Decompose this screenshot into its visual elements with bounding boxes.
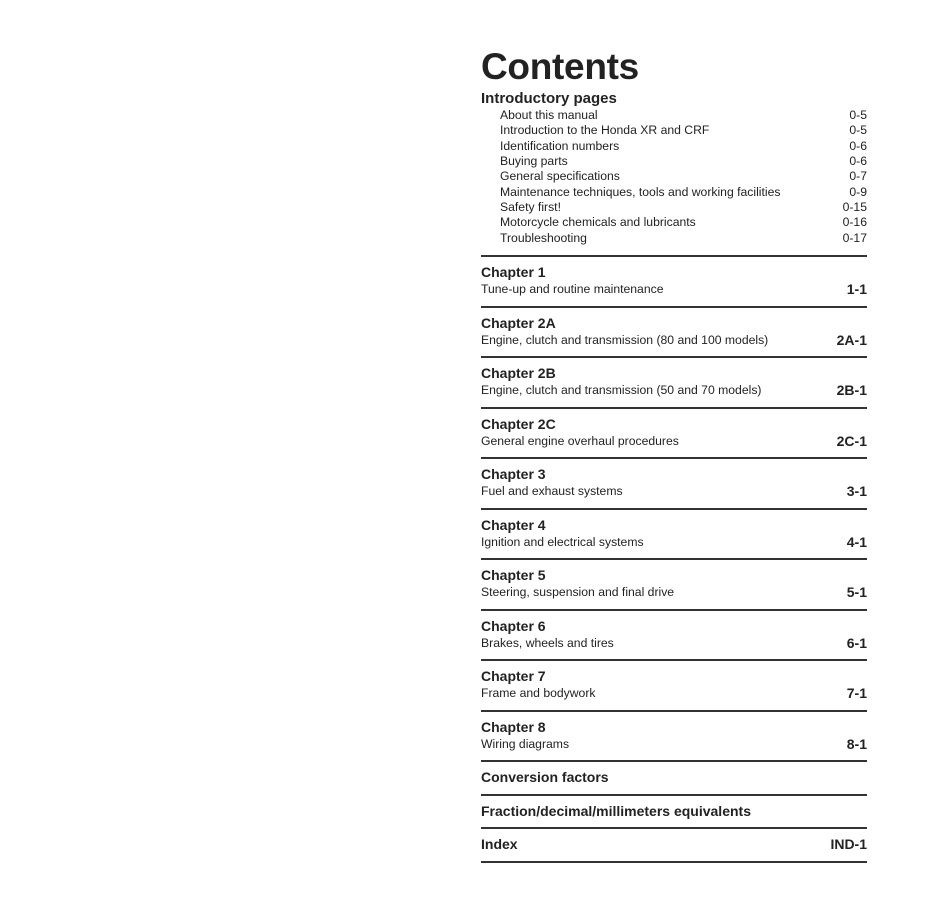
intro-entry[interactable] [481,154,867,169]
chapter-entry[interactable] [481,257,867,308]
intro-entry-page: 0-9 [849,184,867,199]
chapter-entry[interactable] [481,661,867,712]
intro-entry-page: 0-5 [849,123,867,138]
chapter-page: 1-1 [846,281,867,298]
chapter-entry[interactable] [481,560,867,611]
chapter-title: Chapter 7 [481,668,546,685]
chapter-entry[interactable] [481,510,867,561]
intro-entry-page: 0-16 [842,215,867,230]
introductory-heading: Introductory pages [481,90,617,107]
chapter-page: 7-1 [846,685,867,702]
intro-entry-page: 0-6 [849,154,867,169]
intro-entry[interactable] [481,169,867,184]
intro-entry-page: 0-5 [849,108,867,122]
table-of-contents [481,44,867,863]
intro-entry[interactable] [481,215,867,230]
fraction-equivalents-entry[interactable] [481,796,867,830]
intro-entry[interactable] [481,231,867,246]
intro-entry[interactable] [481,123,867,138]
chapter-description: Steering, suspension and final drive [481,585,675,600]
chapter-description: Ignition and electrical systems [481,534,644,549]
chapter-title: Chapter 2B [481,365,556,382]
chapter-page: 4-1 [846,533,867,550]
introductory-list [481,108,867,246]
chapter-page: 3-1 [846,483,867,500]
index-entry[interactable] [481,829,867,863]
chapter-entry[interactable] [481,712,867,763]
intro-entry-page: 0-15 [842,200,867,215]
intro-entry-page: 0-7 [849,169,867,184]
appendix-title: Index [481,836,518,853]
intro-entry-label: General specifications [500,169,620,184]
chapter-description: Wiring diagrams [481,736,570,751]
chapter-title: Chapter 2C [481,415,556,432]
chapter-description: Fuel and exhaust systems [481,484,623,499]
intro-entry-label: Troubleshooting [500,230,587,245]
intro-entry[interactable] [481,108,867,123]
chapter-title: Chapter 8 [481,718,546,735]
chapter-entry[interactable] [481,308,867,359]
chapter-page: 2C-1 [836,432,867,449]
chapter-title: Chapter 1 [481,264,546,281]
intro-entry-label: Motorcycle chemicals and lubricants [500,215,696,230]
appendix-title: Conversion factors [481,769,609,786]
appendix-title: Fraction/decimal/millimeters equivalents [481,802,751,819]
intro-entry-label: About this manual [500,108,598,122]
intro-entry-label: Maintenance techniques, tools and working facilities [500,184,781,199]
chapter-page: 8-1 [846,735,867,752]
chapter-description: Tune-up and routine maintenance [481,282,664,297]
conversion-factors-entry[interactable] [481,762,867,796]
chapter-entry[interactable] [481,409,867,460]
intro-entry-label: Buying parts [500,154,568,169]
intro-entry-page: 0-6 [849,138,867,153]
page-title: Contents [481,46,639,87]
chapter-page: 2A-1 [836,331,867,348]
chapter-page: 6-1 [846,634,867,651]
chapter-entry[interactable] [481,611,867,662]
intro-entry-page: 0-17 [842,230,867,245]
chapter-entry[interactable] [481,358,867,409]
intro-entry-label: Identification numbers [500,138,620,153]
chapter-title: Chapter 6 [481,617,546,634]
chapter-title: Chapter 2A [481,314,556,331]
chapter-page: 5-1 [846,584,867,601]
intro-entry-label: Safety first! [500,200,561,215]
appendix-page: IND-1 [830,836,867,853]
chapter-title: Chapter 3 [481,466,546,483]
chapter-description: Brakes, wheels and tires [481,635,614,650]
chapter-description: General engine overhaul procedures [481,433,679,448]
intro-entry[interactable] [481,185,867,200]
intro-entry-label: Introduction to the Honda XR and CRF [500,123,710,138]
chapter-description: Frame and bodywork [481,686,596,701]
introductory-section [481,90,867,257]
chapter-description: Engine, clutch and transmission (50 and 70 models) [481,383,762,398]
intro-entry[interactable] [481,139,867,154]
chapter-description: Engine, clutch and transmission (80 and 100 models) [481,332,769,347]
intro-entry[interactable] [481,200,867,215]
chapter-page: 2B-1 [836,382,867,399]
chapter-title: Chapter 5 [481,567,546,584]
chapter-title: Chapter 4 [481,516,546,533]
chapter-entry[interactable] [481,459,867,510]
